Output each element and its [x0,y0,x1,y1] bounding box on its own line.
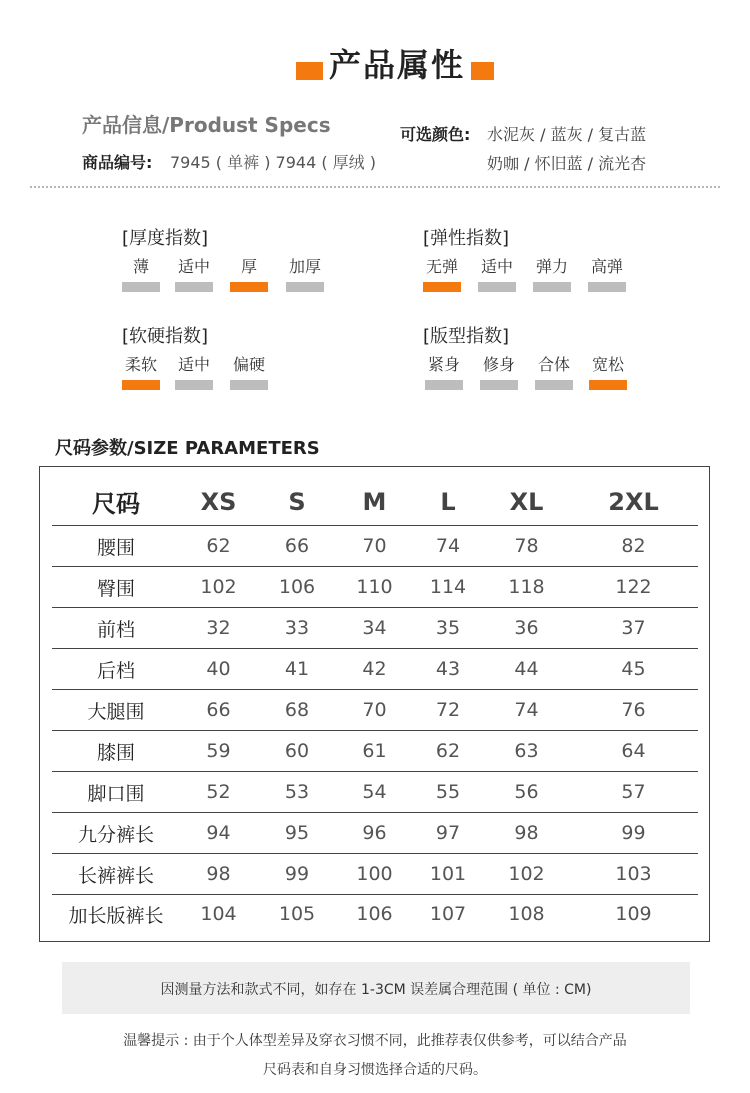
elasticity-level-bar [478,282,516,292]
measurement-value: 82 [569,526,698,567]
thickness-option-label: 厚 [240,257,257,276]
elasticity-index-title: [弹性指数] [423,228,510,249]
measurement-name: 臀围 [52,567,180,608]
size-table-header-row [52,478,698,526]
color-options-line-2: 奶咖 / 怀旧蓝 / 流光杏 [487,154,647,173]
measurement-name: 加长版裤长 [68,904,164,927]
size-table [52,478,698,933]
thickness-level-bar [122,282,160,292]
fit-option-label: 修身 [482,355,515,374]
measurement-value: 110 [337,567,412,608]
measurement-value: 103 [569,854,698,895]
measurement-name: 脚口围 [52,772,180,813]
elasticity-level-bar [533,282,571,292]
page-title: 产品属性 [328,46,465,84]
fit-option-label: 合体 [537,355,570,374]
measurement-value: 41 [257,649,337,690]
measurement-value: 64 [569,731,698,772]
elasticity-index [423,224,663,294]
product-code-value: 7945 ( 单裤 ) 7944 ( 厚绒 ) [170,153,377,172]
measurement-value: 108 [508,903,545,925]
softness-level-bar [230,380,268,390]
measurement-value: 62 [412,731,484,772]
table-row [52,731,698,772]
measurement-value: 74 [484,690,569,731]
measurement-value: 56 [484,772,569,813]
fit-level-bar [589,380,627,390]
measurement-value: 100 [337,854,412,895]
softness-index [122,322,362,392]
table-row [52,772,698,813]
measurement-name: 前档 [52,608,180,649]
measurement-value: 70 [337,526,412,567]
measurement-value: 55 [412,772,484,813]
measurement-value: 102 [180,567,257,608]
size-column-header: S [257,478,337,526]
measurement-name: 长裤裤长 [52,854,180,895]
thickness-option-label: 适中 [177,257,210,276]
measurement-value: 62 [180,526,257,567]
measurement-value: 35 [412,608,484,649]
softness-option-label: 适中 [177,355,210,374]
fit-option-label: 宽松 [591,355,624,374]
measurement-value: 102 [484,854,569,895]
measurement-value: 76 [569,690,698,731]
size-column-header: XS [180,478,257,526]
measurement-value: 53 [257,772,337,813]
tip-line-1: 温馨提示 : 由于个人体型差异及穿衣习惯不同，此推荐表仅供参考，可以结合产品 [123,1033,627,1049]
measurement-name: 后档 [52,649,180,690]
softness-index-title: [软硬指数] [122,326,209,347]
fit-level-bar [425,380,463,390]
measurement-value: 106 [356,903,393,925]
measurement-value: 45 [569,649,698,690]
measurement-name: 腰围 [52,526,180,567]
tip-line-2: 尺码表和自身习惯选择合适的尺码。 [263,1062,487,1078]
measurement-value: 104 [200,903,237,925]
elasticity-level-bar [423,282,461,292]
measurement-value: 78 [484,526,569,567]
measurement-value: 37 [569,608,698,649]
measurement-value: 68 [257,690,337,731]
measurement-value: 57 [569,772,698,813]
measurement-value: 70 [337,690,412,731]
measurement-name: 九分裤长 [52,813,180,854]
elasticity-option-label: 适中 [480,257,513,276]
elasticity-option-label: 弹力 [535,257,568,276]
measurement-value: 60 [257,731,337,772]
measurement-value: 99 [257,854,337,895]
table-row [52,649,698,690]
measurement-value: 52 [180,772,257,813]
elasticity-option-label: 高弹 [590,257,623,276]
thickness-level-bar [286,282,324,292]
table-row [52,567,698,608]
measurement-value: 66 [180,690,257,731]
measurement-value: 96 [337,813,412,854]
softness-option-label: 偏硬 [232,355,265,374]
elasticity-option-label: 无弹 [425,257,458,276]
thickness-index-title: [厚度指数] [122,228,209,249]
measurement-value: 97 [412,813,484,854]
measurement-value: 95 [257,813,337,854]
measurement-value: 72 [412,690,484,731]
measurement-value: 61 [337,731,412,772]
softness-level-bar [122,380,160,390]
measurement-value: 54 [337,772,412,813]
size-column-header: XL [484,478,569,526]
measurement-value: 107 [429,903,467,925]
measurement-value: 34 [337,608,412,649]
table-row [52,526,698,567]
table-row [52,813,698,854]
thickness-level-bar [175,282,213,292]
measurement-value: 63 [484,731,569,772]
measurement-value: 118 [484,567,569,608]
measurement-value: 32 [180,608,257,649]
table-row [52,854,698,895]
size-parameters-heading: 尺码参数/SIZE PARAMETERS [55,438,320,459]
product-code-label: 商品编号: [82,153,153,172]
size-column-header: 尺码 [52,478,180,526]
measurement-value: 99 [569,813,698,854]
measurement-value: 42 [337,649,412,690]
fit-index [423,322,663,392]
thickness-index [122,224,362,294]
measurement-value: 40 [180,649,257,690]
fit-option-label: 紧身 [427,355,460,374]
fit-level-bar [480,380,518,390]
fit-index-title: [版型指数] [423,326,510,347]
measurement-value: 59 [180,731,257,772]
measurement-value: 98 [484,813,569,854]
measurement-value: 43 [412,649,484,690]
measurement-value: 98 [180,854,257,895]
measurement-value: 106 [257,567,337,608]
measurement-value: 101 [412,854,484,895]
size-column-header: M [337,478,412,526]
measurement-value: 94 [180,813,257,854]
measurement-value: 122 [569,567,698,608]
table-row [52,690,698,731]
measurement-value: 36 [484,608,569,649]
measurement-value: 105 [278,903,316,925]
color-options-line-1: 水泥灰 / 蓝灰 / 复古蓝 [487,125,647,144]
dotted-divider [30,186,720,188]
measurement-name: 大腿围 [52,690,180,731]
table-row [52,608,698,649]
measurement-value: 74 [412,526,484,567]
measurement-note: 因测量方法和款式不同，如存在 1-3CM 误差属合理范围 ( 单位 : CM) [160,982,592,998]
measurement-value: 114 [412,567,484,608]
measurement-value: 109 [615,903,652,925]
measurement-value: 33 [257,608,337,649]
size-column-header: L [412,478,484,526]
thickness-option-label: 薄 [132,257,149,276]
product-info-heading: 产品信息/Produst Specs [82,113,331,137]
elasticity-level-bar [588,282,626,292]
measurement-name: 膝围 [52,731,180,772]
softness-option-label: 柔软 [124,355,157,374]
size-column-header: 2XL [569,478,698,526]
measurement-value: 66 [257,526,337,567]
measurement-value: 44 [484,649,569,690]
thickness-option-label: 加厚 [288,257,321,276]
softness-level-bar [175,380,213,390]
color-options-label: 可选颜色: [400,125,471,144]
thickness-level-bar [230,282,268,292]
table-row [52,895,698,934]
fit-level-bar [535,380,573,390]
